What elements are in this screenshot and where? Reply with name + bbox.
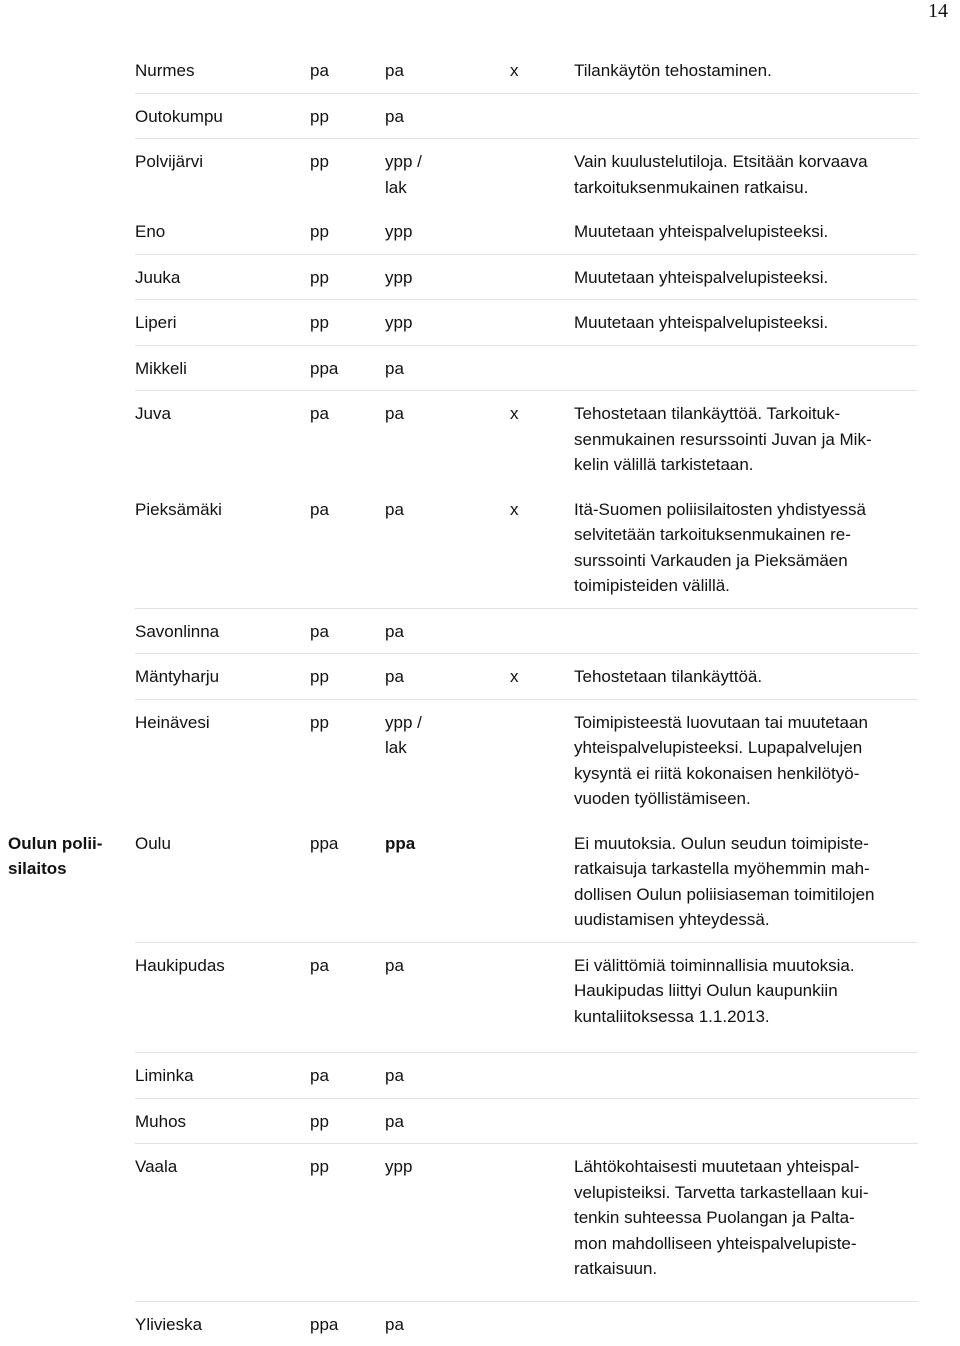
unit-name-cell: Vaala xyxy=(135,1144,310,1302)
unit-name-cell: Pieksämäki xyxy=(135,487,310,609)
change-mark-cell xyxy=(510,209,574,254)
note-cell: Vain kuulustelutiloja. Etsitään korvaava tarkoituksenmukainen ratkaisu. xyxy=(574,152,868,197)
current-status-cell: pa xyxy=(310,48,385,93)
table-row xyxy=(0,345,918,391)
unit-name-cell: Liperi xyxy=(135,300,310,346)
page-number: 14 xyxy=(928,0,948,22)
change-mark-cell xyxy=(510,254,574,300)
unit-name-cell: Polvijärvi xyxy=(135,152,204,171)
unit-name-cell: Mäntyharju xyxy=(135,654,310,700)
region-cell: Oulun polii- silaitos xyxy=(8,833,103,878)
current-status-cell: pp xyxy=(310,152,329,171)
region-cell xyxy=(0,254,135,300)
note-cell: Tehostetaan tilankäyttöä. xyxy=(574,654,918,700)
region-cell xyxy=(0,699,135,821)
change-mark-cell xyxy=(510,821,574,943)
unit-name-cell: Mikkeli xyxy=(135,345,310,391)
current-status-cell: pp xyxy=(310,712,329,732)
unit-name-cell: Liminka xyxy=(135,1053,310,1099)
region-cell xyxy=(0,209,135,254)
target-status-cell: ypp xyxy=(385,254,510,300)
note-cell xyxy=(574,608,918,654)
unit-table xyxy=(0,48,918,1346)
region-cell xyxy=(0,345,135,391)
change-mark-cell xyxy=(510,1301,574,1346)
note-cell xyxy=(574,1098,918,1144)
current-status-cell: pp xyxy=(310,93,385,139)
current-status-cell: pa xyxy=(310,404,329,423)
change-mark-cell xyxy=(510,608,574,654)
table-row xyxy=(0,821,918,943)
table-row xyxy=(0,254,918,300)
unit-name-cell: Haukipudas xyxy=(135,942,310,1053)
current-status-cell: ppa xyxy=(310,821,385,943)
table-row xyxy=(0,654,918,700)
target-status-cell: ypp / lak xyxy=(385,712,422,757)
change-mark-cell: x xyxy=(510,404,519,423)
table-row xyxy=(0,391,918,487)
region-cell xyxy=(0,48,135,93)
target-status-cell: pa xyxy=(385,48,510,93)
current-status-cell: ppa xyxy=(310,345,385,391)
target-status-cell: ypp xyxy=(385,300,510,346)
current-status-cell: pa xyxy=(310,608,385,654)
table-row xyxy=(0,139,918,210)
region-cell xyxy=(0,487,135,609)
target-status-cell: ypp xyxy=(385,209,510,254)
target-status-cell: pa xyxy=(385,345,510,391)
region-cell xyxy=(0,1053,135,1099)
unit-name-cell: Ylivieska xyxy=(135,1314,203,1334)
table-row xyxy=(0,942,918,1053)
unit-name-cell: Juuka xyxy=(135,254,310,300)
table-row xyxy=(0,1098,918,1144)
region-cell xyxy=(0,391,135,487)
current-status-cell: pa xyxy=(310,487,385,609)
current-status-cell: pp xyxy=(310,254,385,300)
region-cell xyxy=(0,93,135,139)
change-mark-cell: x xyxy=(510,487,574,609)
table-row xyxy=(0,209,918,254)
change-mark-cell xyxy=(510,300,574,346)
target-status-cell: pa xyxy=(385,942,510,1053)
note-cell xyxy=(574,345,918,391)
note-cell xyxy=(574,1301,918,1346)
region-cell xyxy=(0,1144,135,1302)
target-status-cell: ypp xyxy=(385,1144,510,1302)
current-status-cell: pa xyxy=(310,942,385,1053)
table-row xyxy=(0,699,918,821)
change-mark-cell: x xyxy=(510,654,574,700)
change-mark-cell xyxy=(510,1144,574,1302)
target-status-cell: pa xyxy=(385,608,510,654)
note-cell: Tehostetaan tilankäyttöä. Tarkoituk- senmukainen resurssointi Juvan ja Mik- kelin välillä tarkistetaan. xyxy=(574,404,872,474)
unit-name-cell: Juva xyxy=(135,404,171,423)
change-mark-cell xyxy=(510,1053,574,1099)
table-row xyxy=(0,93,918,139)
unit-table-body xyxy=(0,48,918,1346)
current-status-cell: pa xyxy=(310,1053,385,1099)
unit-name-cell: Oulu xyxy=(135,821,310,943)
target-status-cell: pa xyxy=(385,487,510,609)
note-cell: Itä-Suomen poliisilaitosten yhdistyessä selvitetään tarkoituksenmukainen re- surssointi Varkauden ja Pieksämäen toimipisteiden välillä. xyxy=(574,487,918,609)
table-row xyxy=(0,608,918,654)
region-cell xyxy=(0,1098,135,1144)
current-status-cell: pp xyxy=(310,1098,385,1144)
note-cell: Lähtökohtaisesti muutetaan yhteispal- velupisteiksi. Tarvetta tarkastellaan kui- tenkin suhteessa Puolangan ja Palta- mon mahdolliseen yhteispalvelupiste- ratkaisuun. xyxy=(574,1144,918,1302)
note-cell: Ei muutoksia. Oulun seudun toimipiste- ratkaisuja tarkastella myöhemmin mah- dollisen Oulun poliisiaseman toimitilojen uudistamisen yhteydessä. xyxy=(574,821,918,943)
table-row xyxy=(0,1301,918,1346)
unit-name-cell: Heinävesi xyxy=(135,712,210,732)
current-status-cell: pp xyxy=(310,1144,385,1302)
change-mark-cell xyxy=(510,699,574,821)
note-cell: Muutetaan yhteispalvelupisteeksi. xyxy=(574,300,918,346)
table-row xyxy=(0,300,918,346)
note-cell: Muutetaan yhteispalvelupisteeksi. xyxy=(574,254,918,300)
note-cell: Tilankäytön tehostaminen. xyxy=(574,48,918,93)
note-cell xyxy=(574,93,918,139)
target-status-cell: pa xyxy=(385,404,404,423)
region-cell xyxy=(0,654,135,700)
target-status-cell: ppa xyxy=(385,821,510,943)
target-status-cell: pa xyxy=(385,1098,510,1144)
note-cell: Toimipisteestä luovutaan tai muutetaan yhteispalvelupisteeksi. Lupapalvelujen kysyntä ei riitä kokonaisen henkilötyö- vuoden työllistämiseen. xyxy=(574,712,868,808)
current-status-cell: pp xyxy=(310,654,385,700)
change-mark-cell xyxy=(510,1098,574,1144)
table-row xyxy=(0,487,918,609)
region-cell xyxy=(0,942,135,1053)
note-cell: Ei välittömiä toiminnallisia muutoksia. Haukipudas liittyi Oulun kaupunkiin kuntaliitoksessa 1.1.2013. xyxy=(574,942,918,1053)
region-cell xyxy=(0,1301,135,1346)
unit-name-cell: Savonlinna xyxy=(135,608,310,654)
target-status-cell: pa xyxy=(385,654,510,700)
table-row xyxy=(0,1053,918,1099)
change-mark-cell xyxy=(510,93,574,139)
target-status-cell: pa xyxy=(385,1314,404,1334)
region-cell xyxy=(0,608,135,654)
change-mark-cell: x xyxy=(510,48,574,93)
target-status-cell: pa xyxy=(385,1053,510,1099)
change-mark-cell xyxy=(510,345,574,391)
table-row xyxy=(0,1144,918,1302)
note-cell xyxy=(574,1053,918,1099)
unit-name-cell: Nurmes xyxy=(135,48,310,93)
current-status-cell: ppa xyxy=(310,1314,339,1334)
change-mark-cell xyxy=(510,942,574,1053)
region-cell xyxy=(0,300,135,346)
change-mark-cell xyxy=(510,139,574,210)
unit-name-cell: Eno xyxy=(135,209,310,254)
target-status-cell: ypp / lak xyxy=(385,152,422,197)
unit-name-cell: Muhos xyxy=(135,1098,310,1144)
current-status-cell: pp xyxy=(310,300,385,346)
current-status-cell: pp xyxy=(310,209,385,254)
target-status-cell: pa xyxy=(385,93,510,139)
unit-name-cell: Outokumpu xyxy=(135,93,310,139)
table-row xyxy=(0,48,918,93)
note-cell: Muutetaan yhteispalvelupisteeksi. xyxy=(574,209,918,254)
region-cell xyxy=(0,139,135,210)
